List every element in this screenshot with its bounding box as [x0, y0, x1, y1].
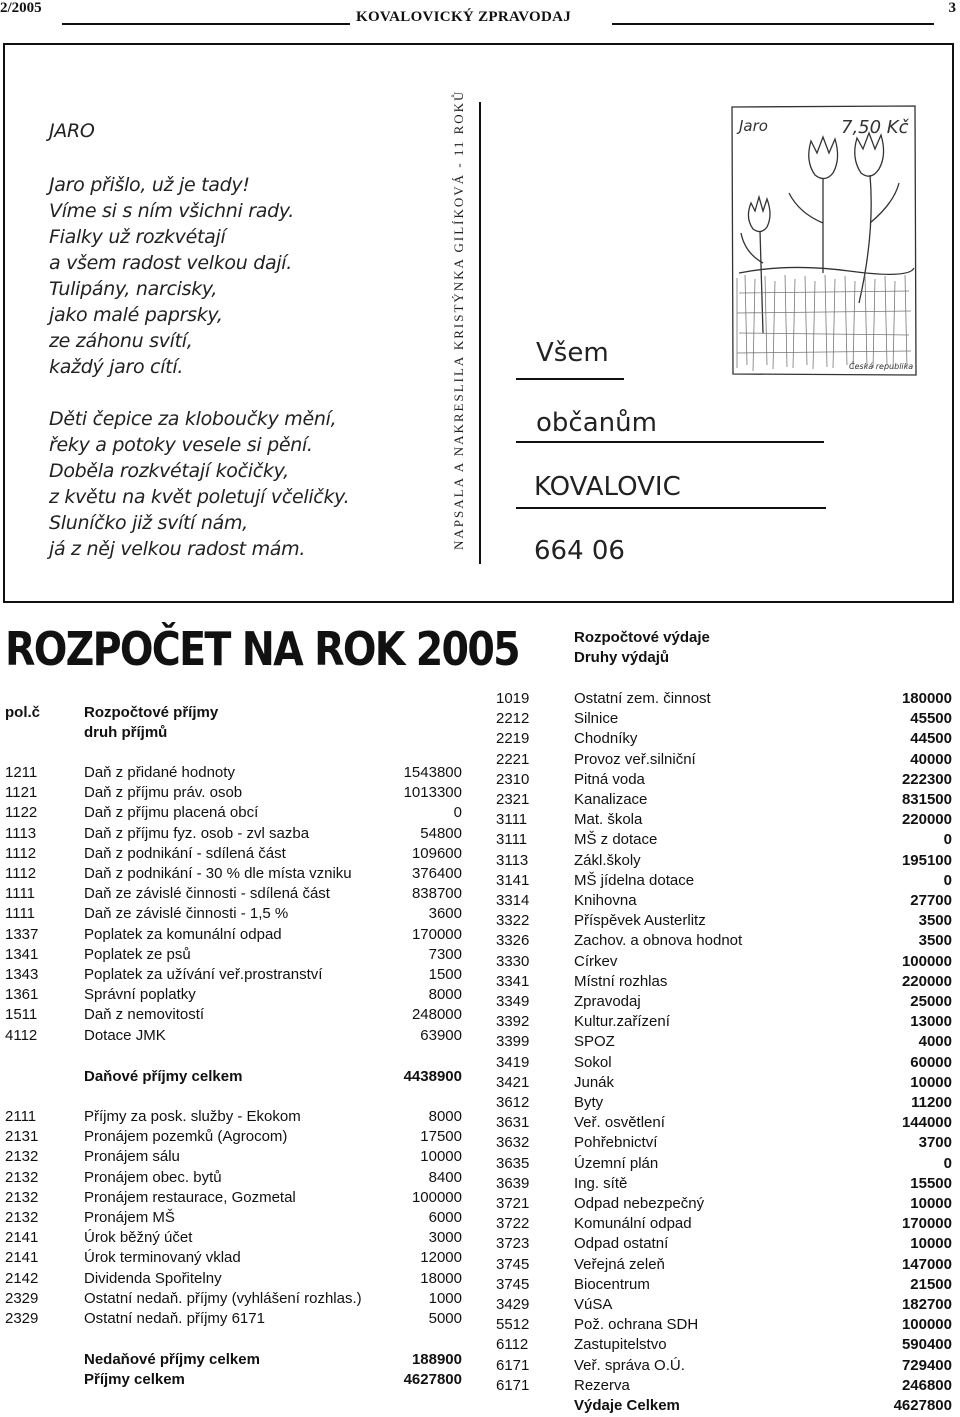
- table-row: [490, 1295, 954, 1315]
- table-row: [0, 1127, 470, 1147]
- row-code: 1112: [5, 865, 37, 882]
- table-row: [490, 1133, 954, 1153]
- row-description: Pitná voda: [574, 770, 645, 788]
- row-description: Správní poplatky: [84, 986, 196, 1004]
- table-row: [490, 1174, 954, 1194]
- table-row: [0, 945, 470, 965]
- row-code: 3341: [496, 972, 530, 990]
- row-description: Kultur.zařízení: [574, 1013, 670, 1031]
- row-description: Pohřebnictví: [574, 1134, 658, 1152]
- income-total-label: Příjmy celkem: [84, 1371, 185, 1388]
- row-code: 5512: [496, 1316, 530, 1334]
- row-code: 1113: [5, 824, 37, 842]
- row-code: 1111: [5, 905, 36, 923]
- poem-title: JARO: [49, 120, 95, 142]
- row-amount: 10000: [910, 1235, 952, 1253]
- row-code: 2321: [496, 791, 530, 808]
- table-row: [490, 750, 954, 770]
- row-code: 1122: [5, 804, 38, 822]
- table-row: [0, 1168, 470, 1188]
- row-description: Veř. osvětlení: [574, 1114, 665, 1132]
- row-amount: 10000: [420, 1148, 462, 1166]
- row-code: 2329: [5, 1310, 39, 1327]
- row-description: Odpad nebezpečný: [574, 1195, 705, 1212]
- table-row: [490, 1053, 954, 1073]
- row-description: Biocentrum: [574, 1275, 650, 1293]
- row-description: Rezerva: [574, 1376, 630, 1394]
- row-amount: 21500: [910, 1275, 952, 1293]
- row-code: 3111: [496, 831, 528, 849]
- table-row: [0, 824, 470, 844]
- author-caption: NAPSALA A NAKRESLILA KRISTÝNKA GILÍKOVÁ - 11 ROKŮ: [451, 89, 466, 550]
- row-description: Dotace JMK: [84, 1026, 166, 1044]
- row-description: MŠ z dotace: [574, 831, 658, 849]
- table-row: [490, 810, 954, 830]
- row-amount: 144000: [901, 1114, 952, 1132]
- table-row: [490, 1032, 954, 1052]
- row-code: 1112: [5, 844, 37, 862]
- row-description: Sokol: [574, 1053, 612, 1071]
- poem-line: řeky a potoky vesele si pění.: [49, 434, 313, 456]
- row-amount: 182700: [901, 1296, 952, 1313]
- row-description: Územní plán: [574, 1154, 659, 1172]
- table-row: [490, 1356, 954, 1376]
- row-code: 1361: [5, 986, 39, 1004]
- row-code: 1341: [5, 945, 39, 963]
- table-row: [0, 1188, 470, 1208]
- row-code: 2142: [5, 1269, 39, 1287]
- table-row: [0, 925, 470, 945]
- newsletter-title: KOVALOVICKÝ ZPRAVODAJ: [356, 9, 572, 25]
- poem-line: Děti čepice za kloboučky mění,: [49, 408, 337, 430]
- row-amount: 100000: [901, 952, 952, 970]
- row-amount: 6000: [428, 1209, 462, 1226]
- table-row: [0, 1208, 470, 1228]
- row-amount: 170000: [411, 925, 462, 943]
- row-amount: 220000: [901, 811, 952, 829]
- address-line-4: 664 06: [534, 536, 625, 566]
- row-description: Kanalizace: [574, 791, 648, 808]
- table-row: [490, 972, 954, 992]
- address-rule-3: [516, 507, 826, 509]
- table-row: [490, 1194, 954, 1214]
- table-row: [0, 803, 470, 823]
- row-code: 1343: [5, 966, 39, 983]
- row-amount: 0: [453, 804, 462, 822]
- row-amount: 8000: [428, 986, 462, 1004]
- row-amount: 248000: [411, 1006, 462, 1024]
- row-code: 2221: [496, 750, 530, 768]
- table-row: [490, 729, 954, 749]
- row-code: 2141: [5, 1229, 39, 1247]
- row-description: Zastupitelstvo: [574, 1336, 667, 1354]
- row-code: 1511: [5, 1006, 38, 1024]
- row-amount: 170000: [901, 1215, 952, 1233]
- row-description: Ing. sítě: [574, 1174, 628, 1192]
- table-row: [490, 1113, 954, 1133]
- row-description: Mat. škola: [574, 811, 643, 829]
- row-description: Daň z příjmu práv. osob: [84, 784, 243, 802]
- table-row: [0, 1228, 470, 1248]
- row-description: Poplatek za užívání veř.prostranství: [84, 966, 323, 983]
- row-amount: 376400: [411, 865, 462, 882]
- row-amount: 54800: [420, 824, 462, 842]
- stamp-price: 7,50 Kč: [841, 117, 909, 138]
- table-row: [0, 1248, 470, 1268]
- page-number-right: 3: [948, 0, 956, 16]
- table-row: [0, 884, 470, 904]
- table-row: [490, 1214, 954, 1234]
- row-description: Junák: [574, 1073, 615, 1091]
- row-description: Církev: [574, 952, 618, 970]
- row-code: 1211: [5, 764, 38, 781]
- row-description: Úrok terminovaný vklad: [84, 1249, 241, 1267]
- table-row: [490, 1073, 954, 1093]
- row-amount: 0: [943, 1154, 952, 1172]
- row-description: Daň z podnikání - 30 % dle místa vzniku: [84, 865, 352, 882]
- row-code: 3632: [496, 1134, 530, 1152]
- row-amount: 100000: [411, 1188, 462, 1206]
- row-code: 3111: [496, 811, 528, 829]
- address-line-3: KOVALOVIC: [534, 472, 681, 502]
- income-col-head-2: druh příjmů: [84, 724, 168, 741]
- income-col-head-1: Rozpočtové příjmy: [84, 704, 219, 721]
- row-code: 2141: [5, 1249, 39, 1267]
- row-description: Daň ze závislé činnosti - 1,5 %: [84, 905, 289, 923]
- row-description: Veřejná zeleň: [574, 1255, 665, 1273]
- row-description: Místní rozhlas: [574, 972, 668, 990]
- table-row: [490, 851, 954, 871]
- table-row: [490, 1275, 954, 1295]
- table-row: [490, 1012, 954, 1032]
- address-line-2: občanům: [536, 408, 657, 438]
- row-description: Dividenda Spořitelny: [84, 1269, 222, 1287]
- table-row: [490, 1376, 954, 1396]
- row-code: 3349: [496, 993, 530, 1010]
- row-code: 1337: [5, 925, 39, 943]
- row-amount: 25000: [910, 993, 952, 1010]
- poem-line: ze záhonu svítí,: [49, 330, 193, 352]
- row-amount: 40000: [910, 750, 952, 768]
- row-amount: 109600: [411, 844, 462, 862]
- row-amount: 590400: [901, 1336, 952, 1354]
- expense-total-value: 4627800: [893, 1397, 952, 1414]
- row-description: Úrok běžný účet: [84, 1229, 193, 1247]
- row-description: Zákl.školy: [574, 851, 641, 869]
- nontax-total-value: 188900: [411, 1351, 462, 1368]
- row-code: 6112: [496, 1336, 529, 1354]
- row-code: 3721: [496, 1195, 530, 1212]
- row-amount: 220000: [901, 972, 952, 990]
- poem-line: já z něj velkou radost mám.: [49, 538, 306, 560]
- table-row: [490, 1234, 954, 1254]
- budget-title: ROZPOČET NA ROK 2005: [5, 622, 519, 676]
- row-amount: 1000: [428, 1289, 462, 1307]
- row-amount: 8000: [428, 1108, 462, 1125]
- row-description: Daň z podnikání - sdílená část: [84, 844, 286, 862]
- tax-total-label: Daňové příjmy celkem: [84, 1068, 243, 1085]
- row-code: 2132: [5, 1188, 39, 1206]
- stamp-label-top: Jaro: [739, 117, 768, 135]
- table-row: [0, 985, 470, 1005]
- row-code: 6171: [496, 1356, 530, 1374]
- poem-line: Tulipány, narcisky,: [49, 278, 218, 300]
- stamp-drawing: [729, 103, 919, 378]
- table-row: [490, 1315, 954, 1335]
- row-description: Ostatní zem. činnost: [574, 690, 711, 707]
- row-amount: 18000: [420, 1269, 462, 1287]
- row-code: 2132: [5, 1168, 39, 1186]
- row-code: 2310: [496, 770, 530, 788]
- address-rule-1: [516, 378, 624, 380]
- poem-line: každý jaro cítí.: [49, 356, 184, 378]
- row-description: SPOZ: [574, 1033, 615, 1051]
- table-row: [490, 1255, 954, 1275]
- row-code: 3419: [496, 1053, 530, 1071]
- row-amount: 147000: [901, 1255, 952, 1273]
- row-code: 3631: [496, 1114, 530, 1132]
- row-amount: 100000: [901, 1316, 952, 1334]
- table-row: [0, 864, 470, 884]
- row-code: 2329: [5, 1289, 39, 1307]
- table-row: [0, 783, 470, 803]
- row-code: 2219: [496, 730, 530, 748]
- row-amount: 0: [943, 871, 952, 889]
- table-row: [490, 931, 954, 951]
- row-code: 2132: [5, 1209, 39, 1226]
- row-amount: 15500: [910, 1174, 952, 1192]
- poem-line: Jaro přišlo, už je tady!: [49, 174, 250, 196]
- row-description: Daň z přidané hodnoty: [84, 764, 235, 781]
- table-row: [0, 1005, 470, 1025]
- header-rule-right: [612, 23, 934, 25]
- row-description: Daň z příjmu placená obcí: [84, 804, 259, 822]
- row-amount: 180000: [901, 690, 952, 707]
- row-description: Provoz veř.silniční: [574, 750, 696, 768]
- row-amount: 60000: [910, 1053, 952, 1071]
- row-amount: 1500: [428, 966, 462, 983]
- row-description: Pronájem pozemků (Agrocom): [84, 1128, 288, 1146]
- stamp-label-bottom: Česká republika: [849, 362, 914, 371]
- row-amount: 3000: [428, 1229, 462, 1247]
- row-code: 3314: [496, 892, 530, 909]
- table-row: [0, 1147, 470, 1167]
- row-description: Poplatek za komunální odpad: [84, 925, 282, 943]
- row-description: Komunální odpad: [574, 1215, 692, 1233]
- row-amount: 831500: [901, 791, 952, 808]
- row-amount: 195100: [901, 851, 952, 869]
- row-amount: 63900: [420, 1026, 462, 1044]
- table-row: [0, 1309, 470, 1329]
- table-row: [490, 770, 954, 790]
- row-description: Pož. ochrana SDH: [574, 1316, 699, 1334]
- row-description: Knihovna: [574, 892, 637, 909]
- row-code: 3330: [496, 952, 530, 970]
- expense-head-2: Druhy výdajů: [574, 649, 670, 666]
- row-description: Daň ze závislé činnosti - sdílená část: [84, 885, 330, 903]
- expense-head-1: Rozpočtové výdaje: [574, 629, 710, 646]
- table-row: [0, 763, 470, 783]
- row-code: 1121: [5, 784, 38, 802]
- row-amount: 3700: [918, 1134, 952, 1152]
- table-row: [490, 689, 954, 709]
- row-description: Daň z nemovitostí: [84, 1006, 205, 1024]
- row-code: 2111: [5, 1108, 37, 1125]
- row-description: Příjmy za posk. služby - Ekokom: [84, 1108, 301, 1125]
- row-description: Zachov. a obnova hodnot: [574, 932, 743, 950]
- row-amount: 1013300: [403, 784, 462, 802]
- row-code: 4112: [5, 1026, 38, 1044]
- poem-line: Doběla rozkvétají kočičky,: [49, 460, 289, 482]
- income-col-pol: pol.č: [5, 704, 41, 721]
- table-row: [490, 1335, 954, 1355]
- row-code: 3639: [496, 1174, 530, 1192]
- row-description: Veř. správa O.Ú.: [574, 1356, 685, 1374]
- row-code: 3141: [496, 871, 530, 889]
- row-code: 3421: [496, 1073, 530, 1091]
- page-number-left: 2/2005: [0, 0, 42, 16]
- row-code: 2131: [5, 1128, 39, 1146]
- row-description: Pronájem restaurace, Gozmetal: [84, 1188, 296, 1206]
- table-row: [0, 1289, 470, 1309]
- row-description: Daň z příjmu fyz. osob - zvl sazba: [84, 824, 310, 842]
- table-row: [490, 1154, 954, 1174]
- address-rule-2: [516, 441, 824, 443]
- row-description: Poplatek ze psů: [84, 945, 191, 963]
- table-row: [0, 1026, 470, 1046]
- row-code: 1019: [496, 690, 530, 707]
- table-row: [0, 844, 470, 864]
- table-row: [0, 965, 470, 985]
- row-amount: 3500: [918, 912, 952, 930]
- row-amount: 11200: [911, 1094, 952, 1111]
- table-row: [490, 790, 954, 810]
- row-amount: 44500: [910, 730, 952, 748]
- poem: [49, 118, 349, 562]
- table-row: [490, 830, 954, 850]
- row-amount: 3600: [428, 905, 462, 923]
- table-row: [0, 1269, 470, 1289]
- row-code: 3392: [496, 1013, 530, 1031]
- row-amount: 13000: [910, 1013, 952, 1031]
- row-amount: 7300: [428, 945, 462, 963]
- row-amount: 729400: [901, 1356, 952, 1374]
- row-code: 2132: [5, 1148, 39, 1166]
- row-description: Ostatní nedaň. příjmy (vyhlášení rozhlas.): [84, 1289, 362, 1307]
- poem-line: a všem radost velkou dají.: [49, 252, 293, 274]
- poem-line: Víme si s ním všichni rady.: [49, 200, 295, 222]
- row-amount: 1543800: [403, 764, 462, 781]
- row-code: 3723: [496, 1235, 530, 1253]
- row-description: Chodníky: [574, 730, 638, 748]
- row-description: Ostatní nedaň. příjmy 6171: [84, 1310, 265, 1327]
- table-row: [0, 904, 470, 924]
- row-description: Zpravodaj: [574, 993, 641, 1010]
- table-row: [490, 911, 954, 931]
- row-amount: 8400: [428, 1168, 462, 1186]
- income-total-value: 4627800: [403, 1371, 462, 1388]
- row-code: 3399: [496, 1033, 530, 1051]
- poem-line: z květu na květ poletují včeličky.: [49, 486, 350, 508]
- table-row: [490, 891, 954, 911]
- row-code: 3322: [496, 912, 530, 930]
- table-row: [490, 952, 954, 972]
- row-amount: 4000: [918, 1033, 952, 1051]
- row-description: VúSA: [574, 1296, 613, 1313]
- row-amount: 27700: [910, 892, 952, 909]
- row-amount: 3500: [918, 932, 952, 950]
- address-line-1: Všem: [536, 338, 609, 368]
- row-amount: 12000: [420, 1249, 462, 1267]
- row-amount: 10000: [910, 1195, 952, 1212]
- poem-line: jako malé paprsky,: [49, 304, 223, 326]
- row-amount: 45500: [910, 710, 952, 728]
- row-code: 3745: [496, 1275, 530, 1293]
- row-description: MŠ jídelna dotace: [574, 871, 695, 889]
- row-code: 3745: [496, 1255, 530, 1273]
- table-row: [490, 871, 954, 891]
- table-row: [490, 992, 954, 1012]
- divider-line: [479, 102, 481, 564]
- row-description: Pronájem sálu: [84, 1148, 180, 1166]
- row-code: 1111: [5, 885, 36, 903]
- row-amount: 838700: [411, 885, 462, 903]
- table-row: [0, 1107, 470, 1127]
- row-code: 3612: [496, 1094, 530, 1111]
- row-description: Pronájem MŠ: [84, 1209, 175, 1226]
- row-description: Pronájem obec. bytů: [84, 1168, 222, 1186]
- expense-total-label: Výdaje Celkem: [574, 1397, 680, 1414]
- row-amount: 17500: [420, 1128, 462, 1146]
- row-code: 3635: [496, 1154, 530, 1172]
- row-description: Příspěvek Austerlitz: [574, 912, 706, 930]
- row-code: 2212: [496, 710, 530, 728]
- row-description: Byty: [574, 1094, 604, 1111]
- table-row: [490, 709, 954, 729]
- header-rule-left: [62, 23, 350, 25]
- row-description: Odpad ostatní: [574, 1235, 669, 1253]
- row-amount: 246800: [901, 1376, 952, 1394]
- row-description: Silnice: [574, 710, 619, 728]
- row-amount: 0: [943, 831, 952, 849]
- tax-total-value: 4438900: [403, 1068, 462, 1085]
- row-code: 3113: [496, 851, 529, 869]
- row-code: 3429: [496, 1296, 530, 1313]
- row-amount: 5000: [428, 1310, 462, 1327]
- poem-line: Fialky už rozkvétají: [49, 226, 226, 248]
- table-row: [490, 1093, 954, 1113]
- row-code: 3722: [496, 1215, 530, 1233]
- row-code: 3326: [496, 932, 530, 950]
- row-amount: 10000: [910, 1073, 952, 1091]
- row-code: 6171: [496, 1376, 530, 1394]
- nontax-total-label: Nedaňové příjmy celkem: [84, 1351, 260, 1368]
- row-amount: 222300: [901, 770, 952, 788]
- poem-line: Sluníčko již svítí nám,: [49, 512, 248, 534]
